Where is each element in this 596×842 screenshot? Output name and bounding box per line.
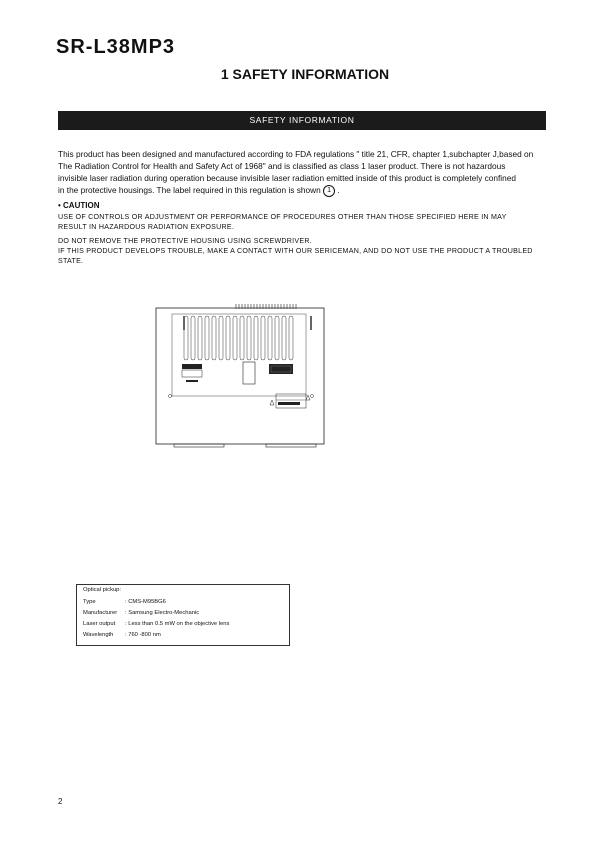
intro-line: in the protective housings. The label required in this regulation is shown <box>58 185 321 195</box>
optical-pickup-table <box>76 584 290 646</box>
intro-line-last <box>58 184 548 197</box>
pickup-label: Type <box>83 599 96 605</box>
pickup-heading: Optical pickup: <box>83 587 122 593</box>
pickup-value: : Samsung Electro-Mechanic <box>125 610 200 616</box>
intro-line: The Radiation Control for Health and Safety Act of 1968" and is classified as class 1 laser product. There is not hazardous <box>58 161 506 171</box>
pickup-value: : Less than 0.5 mW on the objective lens <box>125 621 230 627</box>
pickup-value: : CMS-M95BG6 <box>125 599 166 605</box>
pickup-label: Wavelength <box>83 632 114 638</box>
intro-end: . <box>337 185 340 195</box>
caution-line: IF THIS PRODUCT DEVELOPS TROUBLE, MAKE A CONTACT WITH OUR SERICEMAN, AND DO NOT USE THE PRODUCT A TROUBLED <box>58 247 533 255</box>
caution-line: RESULT IN HAZARDOUS RADIATION EXPOSURE. <box>58 223 235 231</box>
section-title: 1 SAFETY INFORMATION <box>220 66 390 82</box>
caution-line: DO NOT REMOVE THE PROTECTIVE HOUSING USING SCREWDRIVER. <box>58 237 312 245</box>
caution-line: USE OF CONTROLS OR ADJUSTMENT OR PERFORMANCE OF PROCEDURES OTHER THAN THOSE SPECIFIED HERE IN MAY <box>58 213 507 221</box>
intro-line: invisible laser radiation during operation because invisible laser radiation emitted inside of this product is completely confined <box>58 173 516 183</box>
page-number: 2 <box>58 797 63 806</box>
section-banner: SAFETY INFORMATION <box>58 111 546 130</box>
intro-paragraph <box>58 148 548 197</box>
caution-line: STATE. <box>58 257 84 265</box>
pickup-label: Laser output <box>83 621 116 627</box>
pickup-value: : 760 -800 nm <box>125 632 161 638</box>
caution-text <box>58 212 548 266</box>
pickup-label: Manufacturer <box>83 610 118 616</box>
intro-line: This product has been designed and manufactured according to FDA regulations " title 21, CFR, chapter 1,subchapter J,based on <box>58 149 534 159</box>
rear-panel-diagram <box>150 300 330 450</box>
caution-title: • CAUTION <box>58 201 100 210</box>
model-number: SR-L38MP3 <box>56 36 176 58</box>
label-marker: 1 <box>323 185 335 197</box>
